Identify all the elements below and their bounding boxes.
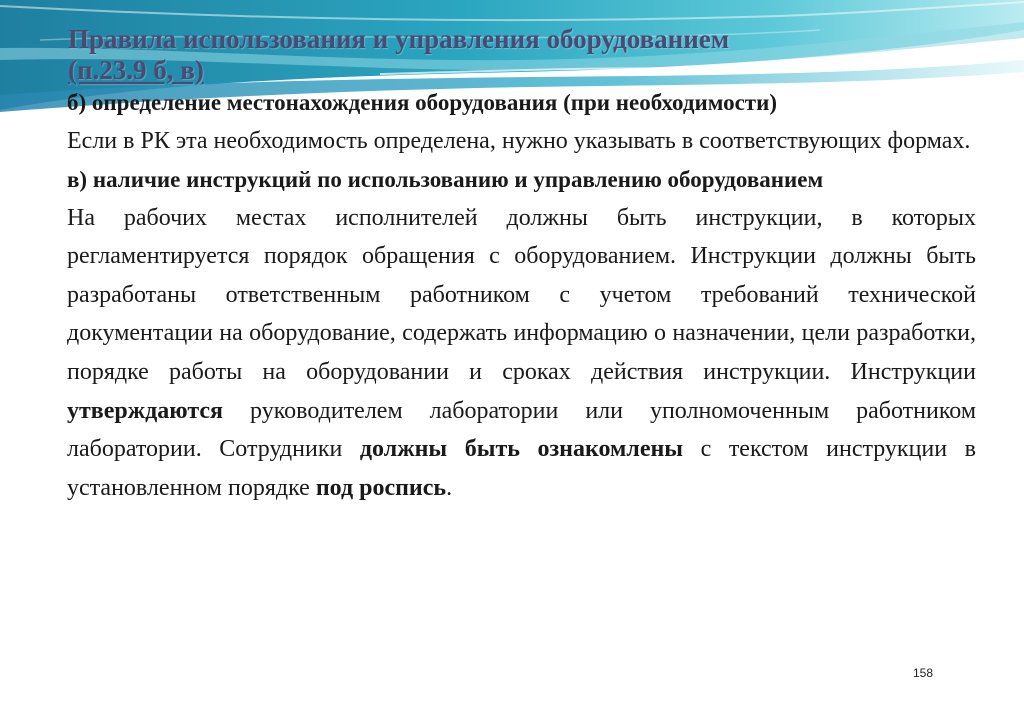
slide-title-line-2: (п.23.9 б, в) — [68, 55, 204, 85]
item-v-paragraph — [67, 199, 976, 508]
page-number: 158 — [913, 666, 934, 680]
slide-title — [68, 24, 968, 86]
item-v-text-2: руководителем лаборатории или уполномоченным работником лаборатории. Сотрудники — [67, 397, 977, 463]
item-b-heading: б) определение местонахождения оборудования (при необходимости) — [67, 90, 777, 115]
item-v-bold-3: под роспись — [315, 474, 447, 501]
item-v-text-3: с текстом инструкции в установленном порядке — [67, 436, 977, 501]
item-v-bold-2: должны быть ознакомлены — [359, 436, 684, 463]
item-v-text-1: На рабочих местах исполнителей должны быть инструкции, в которых регламентируется порядок обращения с оборудованием. Инструкции должны быть разработаны ответственным работником с учетом требований технической документации на оборудование, содержать информацию о назначении, цели разработки, порядке работы на оборудовании и сроках действия инструкции. Инструкции — [67, 204, 976, 385]
slide-title-line-1: Правила использования и управления оборудованием — [68, 24, 730, 54]
item-b-text: Если в РК эта необходимость определена, нужно указывать в соответствующих формах. — [67, 128, 971, 154]
slide-body — [67, 84, 976, 507]
item-v-heading: в) наличие инструкций по использованию и управлению оборудованием — [67, 166, 824, 192]
item-v-bold-1: утверждаются — [67, 397, 224, 424]
item-v-text-4: . — [446, 474, 453, 501]
